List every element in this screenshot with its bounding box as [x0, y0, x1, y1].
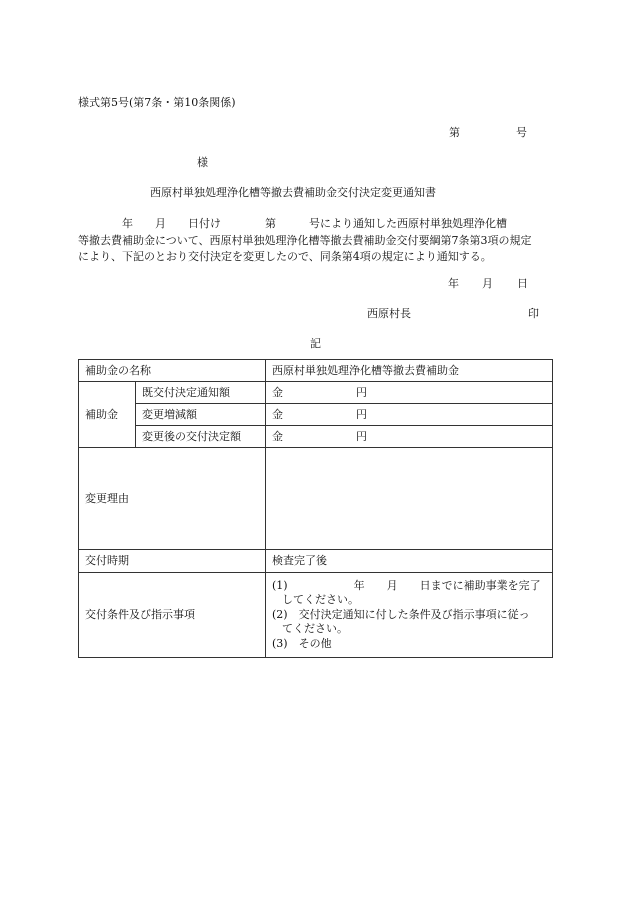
- amount-value: [266, 426, 553, 448]
- doc-number-dai: 第: [449, 126, 460, 139]
- body-paragraph: [78, 216, 554, 266]
- document-title: 西原村単独処理浄化槽等撤去費補助金交付決定変更通知書: [150, 186, 436, 199]
- condition-line: (3) その他: [272, 636, 332, 650]
- kin-mark: 金: [272, 429, 283, 443]
- reason-value: [266, 448, 553, 550]
- reason-label: 変更理由: [79, 448, 266, 550]
- body-line: により、下記のとおり交付決定を変更したので、同条第4項の規定により通知する。: [78, 250, 492, 263]
- amount-label: 変更後の交付決定額: [136, 426, 266, 448]
- body-line: 年 月 日付け 第 号により通知した西原村単独処理浄化槽: [78, 217, 507, 230]
- en-mark: 円: [356, 429, 367, 443]
- body-line: 等撤去費補助金について、西原村単独処理浄化槽等撤去費補助金交付要綱第7条第3項の規定: [78, 233, 532, 247]
- table-row: [79, 550, 553, 573]
- timing-value: 検査完了後: [266, 550, 553, 573]
- form-number: 様式第5号(第7条・第10条関係): [78, 96, 236, 109]
- en-mark: 円: [356, 407, 367, 421]
- condition-line: (1) 年 月 日までに補助事業を完了: [272, 578, 541, 592]
- doc-number-gou: 号: [516, 126, 527, 139]
- condition-line: てください。: [282, 622, 348, 636]
- table-row: [79, 360, 553, 382]
- name-label: 補助金の名称: [79, 360, 266, 382]
- name-value: 西原村単独処理浄化槽等撤去費補助金: [266, 360, 553, 382]
- issuer-name: 西原村長: [367, 307, 411, 320]
- table-row: [79, 448, 553, 550]
- date-day: 日: [517, 277, 528, 290]
- en-mark: 円: [356, 385, 367, 399]
- condition-line: (2) 交付決定通知に付した条件及び指示事項に従っ: [272, 607, 530, 621]
- subsidy-details-table: [78, 359, 553, 658]
- seal-mark: 印: [528, 307, 539, 320]
- addressee-sama: 様: [197, 156, 208, 169]
- date-year: 年: [448, 277, 459, 290]
- condition-line: してください。: [282, 593, 359, 607]
- amount-label: 既交付決定通知額: [136, 382, 266, 404]
- date-month: 月: [482, 277, 493, 290]
- amount-label: 変更増減額: [136, 404, 266, 426]
- subsidy-label: 補助金: [79, 382, 136, 448]
- table-row: [79, 382, 553, 404]
- conditions-value: [266, 573, 553, 658]
- table-row: [79, 404, 553, 426]
- kin-mark: 金: [272, 407, 283, 421]
- conditions-label: 交付条件及び指示事項: [79, 573, 266, 658]
- timing-label: 交付時期: [79, 550, 266, 573]
- kin-mark: 金: [272, 385, 283, 399]
- ki-heading: 記: [310, 337, 321, 350]
- table-row: [79, 573, 553, 658]
- amount-value: [266, 404, 553, 426]
- table-row: [79, 426, 553, 448]
- amount-value: [266, 382, 553, 404]
